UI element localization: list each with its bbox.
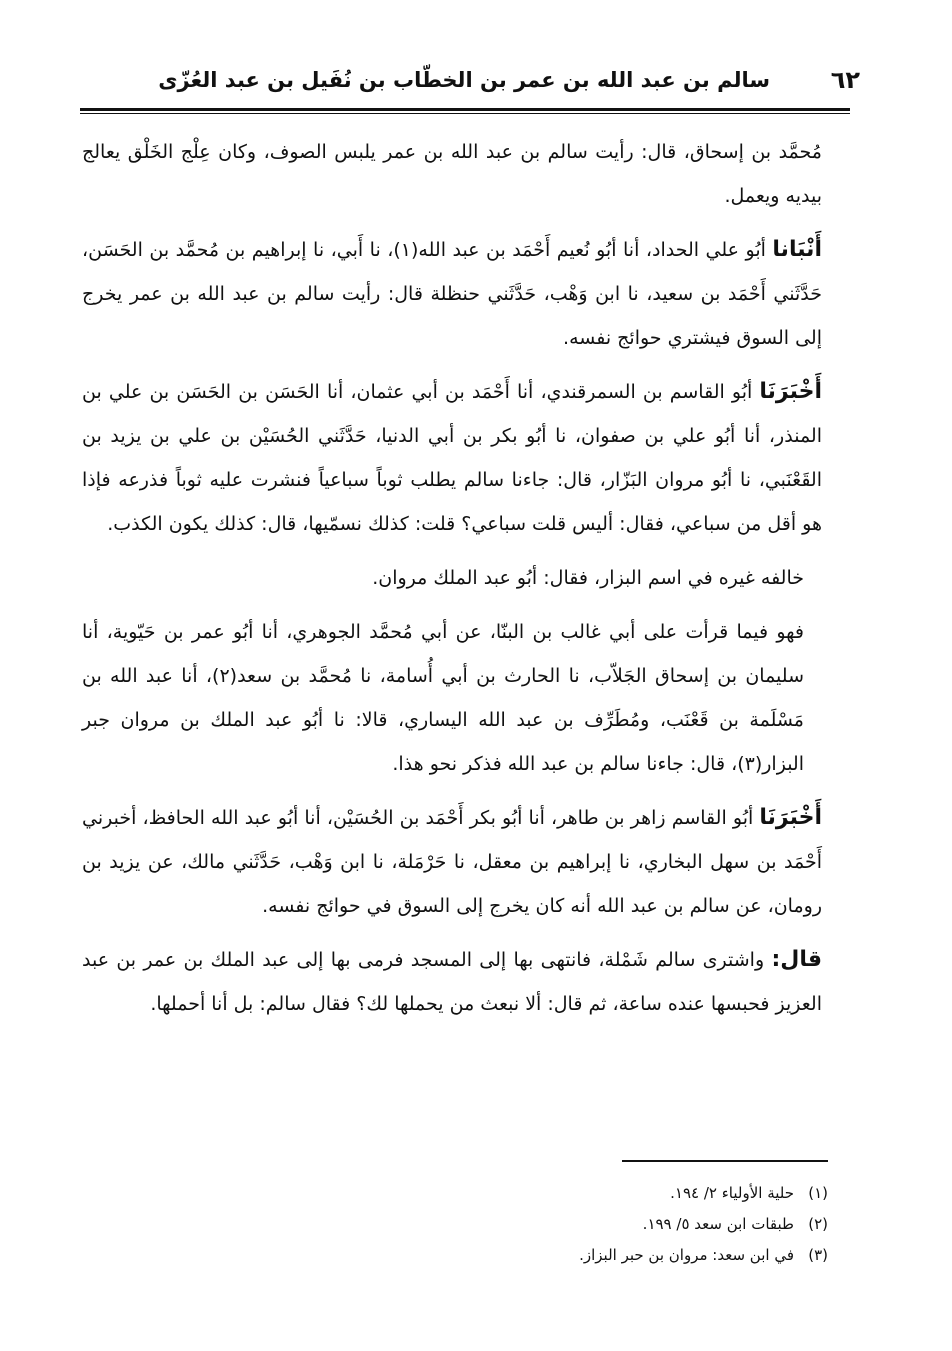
paragraph-lead: أَخْبَرَنَا [759,379,822,404]
footnote-number: (٢) [808,1215,828,1233]
footnote-separator [622,1160,828,1162]
paragraph [82,228,822,360]
paragraph-text: واشترى سالم شَمْلة، فانتهى بها إلى المسجد فرمى بها إلى عبد الملك بن عمر بن عبد العزيز فحبسها عنده ساعة، ثم قال: ألا نبعث من يحملها لك؟ فقال سالم: بل أنا أحملها. [82,949,822,1015]
footnote [400,1209,828,1240]
main-text [82,130,822,1036]
footnote-number: (١) [808,1184,828,1202]
paragraph [82,610,822,786]
paragraph [82,796,822,928]
page-number: ٦٢ [830,66,860,94]
paragraph-text: فهو فيما قرأت على أبي غالب بن البنّا، عن أبي مُحمَّد الجوهري، أنا أبُو عمر بن حَيّوية، أنا سليمان بن إسحاق الجَلاّب، نا الحارث بن أبي أُسامة، نا مُحمَّد بن سعد(٢)، أنا عبد الله بن مَسْلَمة بن قَعْنَب، ومُطَرِّف بن عبد الله اليساري، قالا: نا أبُو عبد الملك بن مروان جبر البزار(٣)، قال: جاءنا سالم بن عبد الله فذكر نحو هذا. [82,621,804,775]
footnote-text: في ابن سعد: مروان بن حبر البزاز. [579,1246,794,1264]
footnote-number: (٣) [808,1246,828,1264]
paragraph-text: مُحمَّد بن إسحاق، قال: رأيت سالم بن عبد الله بن عمر يلبس الصوف، وكان عِلْج الخَلْق يعالج بيديه ويعمل. [82,141,822,207]
header-rule [80,108,850,111]
paragraph [82,370,822,546]
paragraph [82,938,822,1026]
paragraph-lead: قال: [771,947,822,972]
paragraph-lead: أَنْبَانا [772,237,822,262]
footnote [400,1240,828,1271]
footnote-text: حلية الأولياء ٢/ ١٩٤. [670,1184,794,1202]
footnotes [400,1178,828,1271]
paragraph-text: خالفه غيره في اسم البزار، فقال: أبُو عبد الملك مروان. [372,567,804,589]
running-title: سالم بن عبد الله بن عمر بن الخطّاب بن نُفَيل بن عبد العُزّى [158,68,770,92]
paragraph-text: أبُو علي الحداد، أنا أبُو نُعيم أَحْمَد بن عبد الله(١)، نا أَبي، نا إبراهيم بن مُحمَّد بن الحَسَن، حَدَّثَني أَحْمَد بن سعيد، نا ابن وَهْب، حَدَّثَني حنظلة قال: رأيت سالم بن عبد الله بن عمر يخرج إلى السوق فيشتري حوائج نفسه. [82,239,822,349]
paragraph-text: أبُو القاسم بن السمرقندي، أنا أَحْمَد بن أبي عثمان، أنا الحَسَن بن الحَسَن بن علي بن المنذر، أنا أبُو علي بن صفوان، نا أبُو بكر بن أبي الدنيا، حَدَّثَني الحُسَيْن بن علي بن يزيد بن القَعْنَبي، نا أبُو مروان البَزّار، قال: جاءنا سالم يطلب ثوباً سباعياً فنشرت عليه ثوباً فذرعه فإذا هو أقل من سباعي، فقال: أليس قلت سباعي؟ قلت: كذلك نسمّيها، قال: كذلك يكون الكذب. [82,381,822,535]
paragraph-lead: أَخْبَرَنَا [759,805,822,830]
footnote [400,1178,828,1209]
paragraph [82,556,822,600]
paragraph-text: أبُو القاسم زاهر بن طاهر، أنا أبُو بكر أَحْمَد بن الحُسَيْن، أنا أبُو عبد الله الحافظ، أخبرني أَحْمَد بن سهل البخاري، نا إبراهيم بن معقل، نا حَرْمَلة، نا ابن وَهْب، حَدَّثَني مالك، عن يزيد بن رومان، عن سالم بن عبد الله أنه كان يخرج إلى السوق في حوائج نفسه. [82,807,822,917]
footnote-text: طبقات ابن سعد ٥/ ١٩٩. [642,1215,794,1233]
page-header [80,66,860,108]
paragraph [82,130,822,218]
header-rule-thin [80,113,850,114]
